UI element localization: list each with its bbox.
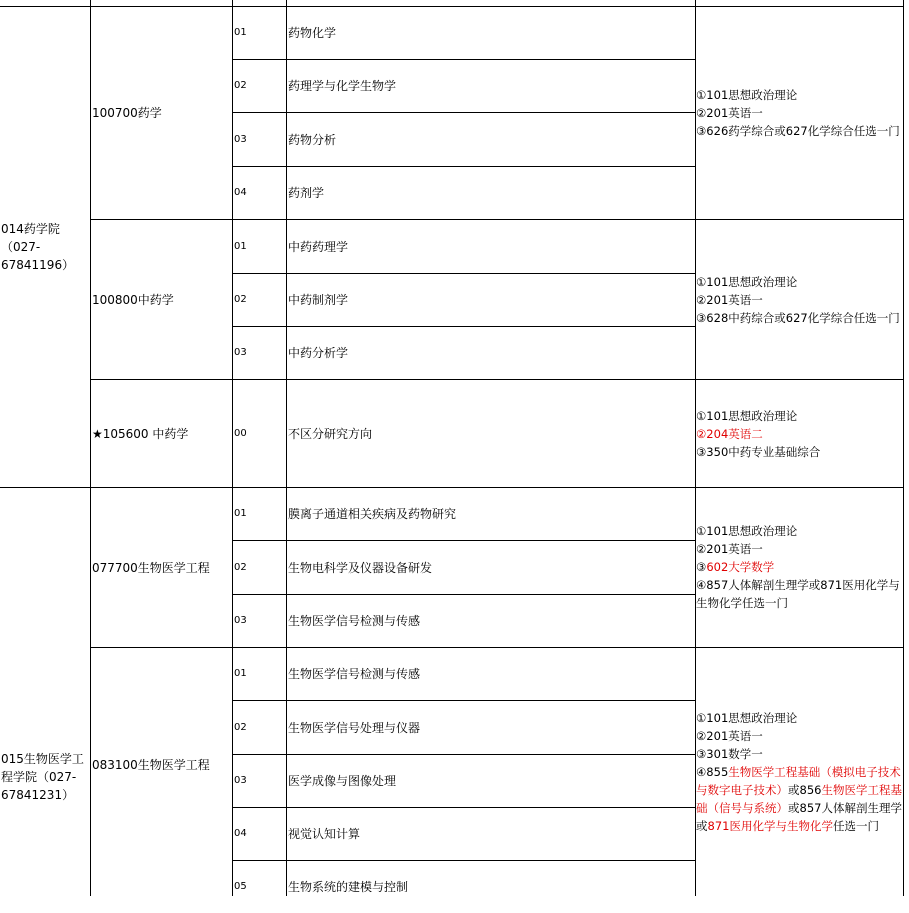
exam-highlight: 602大学数学 [706,560,775,574]
direction-name: 生物系统的建模与控制 [288,880,409,894]
direction-name: 医学成像与图像处理 [288,774,397,788]
major-cell [92,380,231,487]
direction-code: 04 [234,187,247,198]
exam-text: 任选一门 [832,819,879,833]
exam-subjects [696,273,906,327]
direction-name: 药物分析 [288,132,337,147]
direction-code: 02 [234,294,247,305]
exam-line: ①101思想政治理论 [696,524,798,538]
exam-line: ③350中药专业基础综合 [696,445,821,459]
exam-line: ②201英语一 [696,106,763,120]
major-cell [92,7,231,219]
exam-highlight: 生物医学工程基础（模拟电子技术与数字电子技术） [696,765,901,797]
exam-subjects [696,407,906,461]
major-name: 083100生物医学工程 [92,758,210,772]
exam-subjects [696,709,906,835]
column-divider [90,0,91,896]
direction-name: 中药制剂学 [288,293,349,307]
exam-line: ①101思想政治理论 [696,275,798,289]
direction-name: 药理学与化学生物学 [288,79,397,93]
direction-code: 01 [234,27,247,38]
exam-line: ①101思想政治理论 [696,88,798,102]
direction-code: 03 [234,615,247,626]
exam-text: 或856 [788,783,822,797]
exam-highlight: 871医用化学与生物化学 [707,819,833,833]
direction-name: 不区分研究方向 [288,426,373,441]
college-cell [1,488,89,896]
exam-line [696,558,906,576]
exam-subjects [696,522,906,612]
direction-code: 01 [234,508,247,519]
direction-code: 01 [234,240,247,252]
exam-line: ③626药学综合或627化学综合任选一门 [696,124,900,138]
exam-highlight: 生物医学工程基础（信号与系统） [696,783,902,815]
direction-code: 01 [234,668,247,679]
major-name: 100800中药学 [92,292,174,307]
major-name: 100700药学 [92,106,162,120]
college-cell [1,7,89,487]
direction-code: 05 [234,881,247,892]
direction-code: 03 [234,133,247,145]
direction-name: 生物医学信号处理与仪器 [288,720,421,735]
college-name: 014药学院（027-67841196） [1,222,75,272]
direction-code: 02 [234,80,247,91]
direction-name: 药剂学 [288,186,325,200]
column-divider [232,0,233,896]
exam-line: ①101思想政治理论 [696,409,798,423]
direction-code: 02 [234,561,247,573]
major-cell [92,220,231,379]
exam-line: ②201英语一 [696,729,763,743]
direction-code: 00 [234,427,247,439]
direction-name: 视觉认知计算 [288,827,361,841]
direction-code: 03 [234,775,247,786]
direction-name: 生物医学信号检测与传感 [288,614,421,628]
direction-name: 中药分析学 [288,346,349,360]
direction-code: 02 [234,721,247,733]
direction-name: 生物医学信号检测与传感 [288,667,421,681]
exam-line: ④857人体解剖生理学或871医用化学与生物化学任选一门 [696,578,900,610]
column-divider [286,0,287,896]
major-cell [92,488,231,647]
exam-line [696,763,906,835]
exam-subjects [696,86,906,140]
direction-code: 04 [234,828,247,839]
exam-line: ①101思想政治理论 [696,711,798,725]
exam-line: ③628中药综合或627化学综合任选一门 [696,311,900,325]
exam-line: ②201英语一 [696,293,763,307]
direction-code: 03 [234,347,247,358]
direction-name: 生物电科学及仪器设备研发 [288,560,433,575]
direction-name: 药物化学 [288,26,337,40]
college-name: 015生物医学工程学院（027-67841231） [1,752,84,802]
exam-line: ③301数学一 [696,747,763,761]
exam-prefix: ③ [696,560,707,574]
major-cell [92,648,231,896]
major-name: ★105600 中药学 [92,426,189,441]
exam-text: ④855 [696,765,729,779]
direction-name: 中药药理学 [288,239,349,254]
exam-line: ②201英语一 [696,542,763,556]
direction-name: 膜离子通道相关疾病及药物研究 [288,507,457,521]
exam-line-highlight: ②204英语二 [696,427,763,441]
major-name: 077700生物医学工程 [92,560,210,575]
exam-text: 或857人体解剖生理学或 [696,801,902,833]
